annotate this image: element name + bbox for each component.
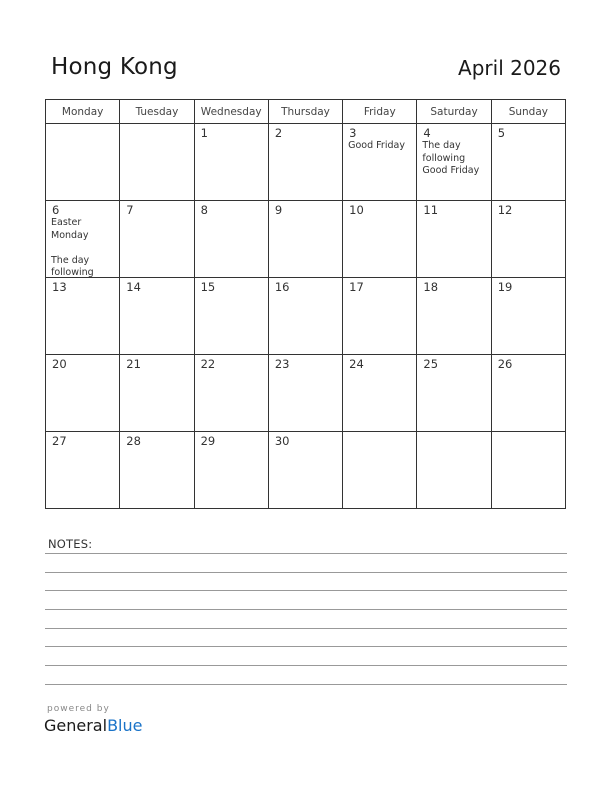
weekday-header: Sunday <box>491 100 565 124</box>
weekday-header: Friday <box>343 100 417 124</box>
note-line <box>45 609 567 610</box>
note-line <box>45 553 567 554</box>
calendar-day-cell <box>491 432 565 509</box>
day-number: 3 <box>349 126 357 140</box>
calendar-day-cell <box>46 201 120 278</box>
calendar-day-cell <box>417 432 491 509</box>
day-number: 4 <box>423 126 431 140</box>
calendar-day-cell <box>120 432 194 509</box>
calendar-day-cell <box>343 355 417 432</box>
weekday-header: Monday <box>46 100 120 124</box>
day-number: 6 <box>52 203 60 217</box>
calendar-day-cell <box>491 355 565 432</box>
weekday-header: Saturday <box>417 100 491 124</box>
calendar-day-cell <box>120 355 194 432</box>
day-number <box>120 124 193 126</box>
calendar-day-cell <box>194 355 268 432</box>
calendar-week-row <box>46 355 566 432</box>
day-number: 21 <box>126 357 141 371</box>
holiday-label: The day following Good Friday <box>422 140 480 176</box>
calendar-day-cell <box>46 432 120 509</box>
day-number <box>417 432 490 434</box>
day-number: 27 <box>52 434 67 448</box>
brand-general-text: General <box>44 716 108 735</box>
day-number <box>343 432 416 434</box>
calendar-grid <box>45 99 566 509</box>
day-number <box>46 124 119 126</box>
day-number: 5 <box>497 126 506 140</box>
calendar-week-row <box>46 278 566 355</box>
day-number: 9 <box>274 203 283 217</box>
day-number: 23 <box>274 357 290 371</box>
generalblue-logo <box>44 716 142 735</box>
day-number: 17 <box>349 280 364 294</box>
calendar-day-cell <box>417 124 491 201</box>
calendar-day-cell <box>46 355 120 432</box>
note-line <box>45 646 567 647</box>
holiday-label: Easter Monday The day following <box>51 217 94 277</box>
calendar-day-cell <box>268 124 342 201</box>
day-number: 14 <box>126 280 141 294</box>
day-number <box>492 432 565 434</box>
note-line <box>45 590 567 591</box>
note-line <box>45 684 567 685</box>
weekday-header: Wednesday <box>194 100 268 124</box>
day-number: 2 <box>274 126 283 140</box>
brand-blue-text: Blue <box>107 716 143 735</box>
notes-label: NOTES: <box>48 537 93 551</box>
calendar-day-cell <box>268 278 342 355</box>
weekday-header-row <box>46 100 566 124</box>
calendar-day-cell <box>491 201 565 278</box>
calendar-week-row <box>46 201 566 278</box>
calendar-day-cell <box>120 124 194 201</box>
note-line <box>45 628 567 629</box>
day-number: 15 <box>200 280 216 294</box>
note-line <box>45 665 567 666</box>
day-number: 20 <box>52 357 67 371</box>
calendar-day-cell <box>120 201 194 278</box>
day-number: 8 <box>200 203 208 217</box>
calendar-day-cell <box>417 278 491 355</box>
day-number: 25 <box>423 357 439 371</box>
day-number: 7 <box>126 203 134 217</box>
weekday-header: Tuesday <box>120 100 194 124</box>
calendar-day-cell <box>194 124 268 201</box>
calendar-week-row <box>46 124 566 201</box>
calendar-day-cell <box>194 432 268 509</box>
day-number: 1 <box>200 126 208 140</box>
calendar-day-cell <box>343 124 417 201</box>
calendar-month-title: April 2026 <box>458 56 561 80</box>
calendar-day-cell <box>343 432 417 509</box>
calendar-country-title: Hong Kong <box>51 54 178 80</box>
day-number: 24 <box>349 357 364 371</box>
calendar-day-cell <box>343 201 417 278</box>
day-number: 16 <box>274 280 290 294</box>
calendar-day-cell <box>491 278 565 355</box>
weekday-header: Thursday <box>268 100 342 124</box>
day-number: 12 <box>497 203 513 217</box>
calendar-day-cell <box>343 278 417 355</box>
day-number: 19 <box>497 280 513 294</box>
holiday-label: Good Friday <box>348 140 405 151</box>
calendar-day-cell <box>491 124 565 201</box>
calendar-day-cell <box>268 355 342 432</box>
calendar-day-cell <box>46 124 120 201</box>
note-line <box>45 572 567 573</box>
calendar-day-cell <box>417 201 491 278</box>
calendar-day-cell <box>46 278 120 355</box>
calendar-day-cell <box>417 355 491 432</box>
calendar-day-cell <box>120 278 194 355</box>
day-number: 13 <box>52 280 67 294</box>
calendar-day-cell <box>194 201 268 278</box>
calendar-week-row <box>46 432 566 509</box>
day-number: 28 <box>126 434 141 448</box>
powered-by-text: powered by <box>47 704 110 714</box>
day-number: 10 <box>349 203 364 217</box>
calendar-day-cell <box>194 278 268 355</box>
calendar-day-cell <box>268 201 342 278</box>
day-number: 26 <box>497 357 513 371</box>
calendar-day-cell <box>268 432 342 509</box>
day-number: 30 <box>274 434 290 448</box>
day-number: 22 <box>200 357 216 371</box>
day-number: 18 <box>423 280 439 294</box>
day-number: 11 <box>423 203 439 217</box>
day-number: 29 <box>200 434 216 448</box>
